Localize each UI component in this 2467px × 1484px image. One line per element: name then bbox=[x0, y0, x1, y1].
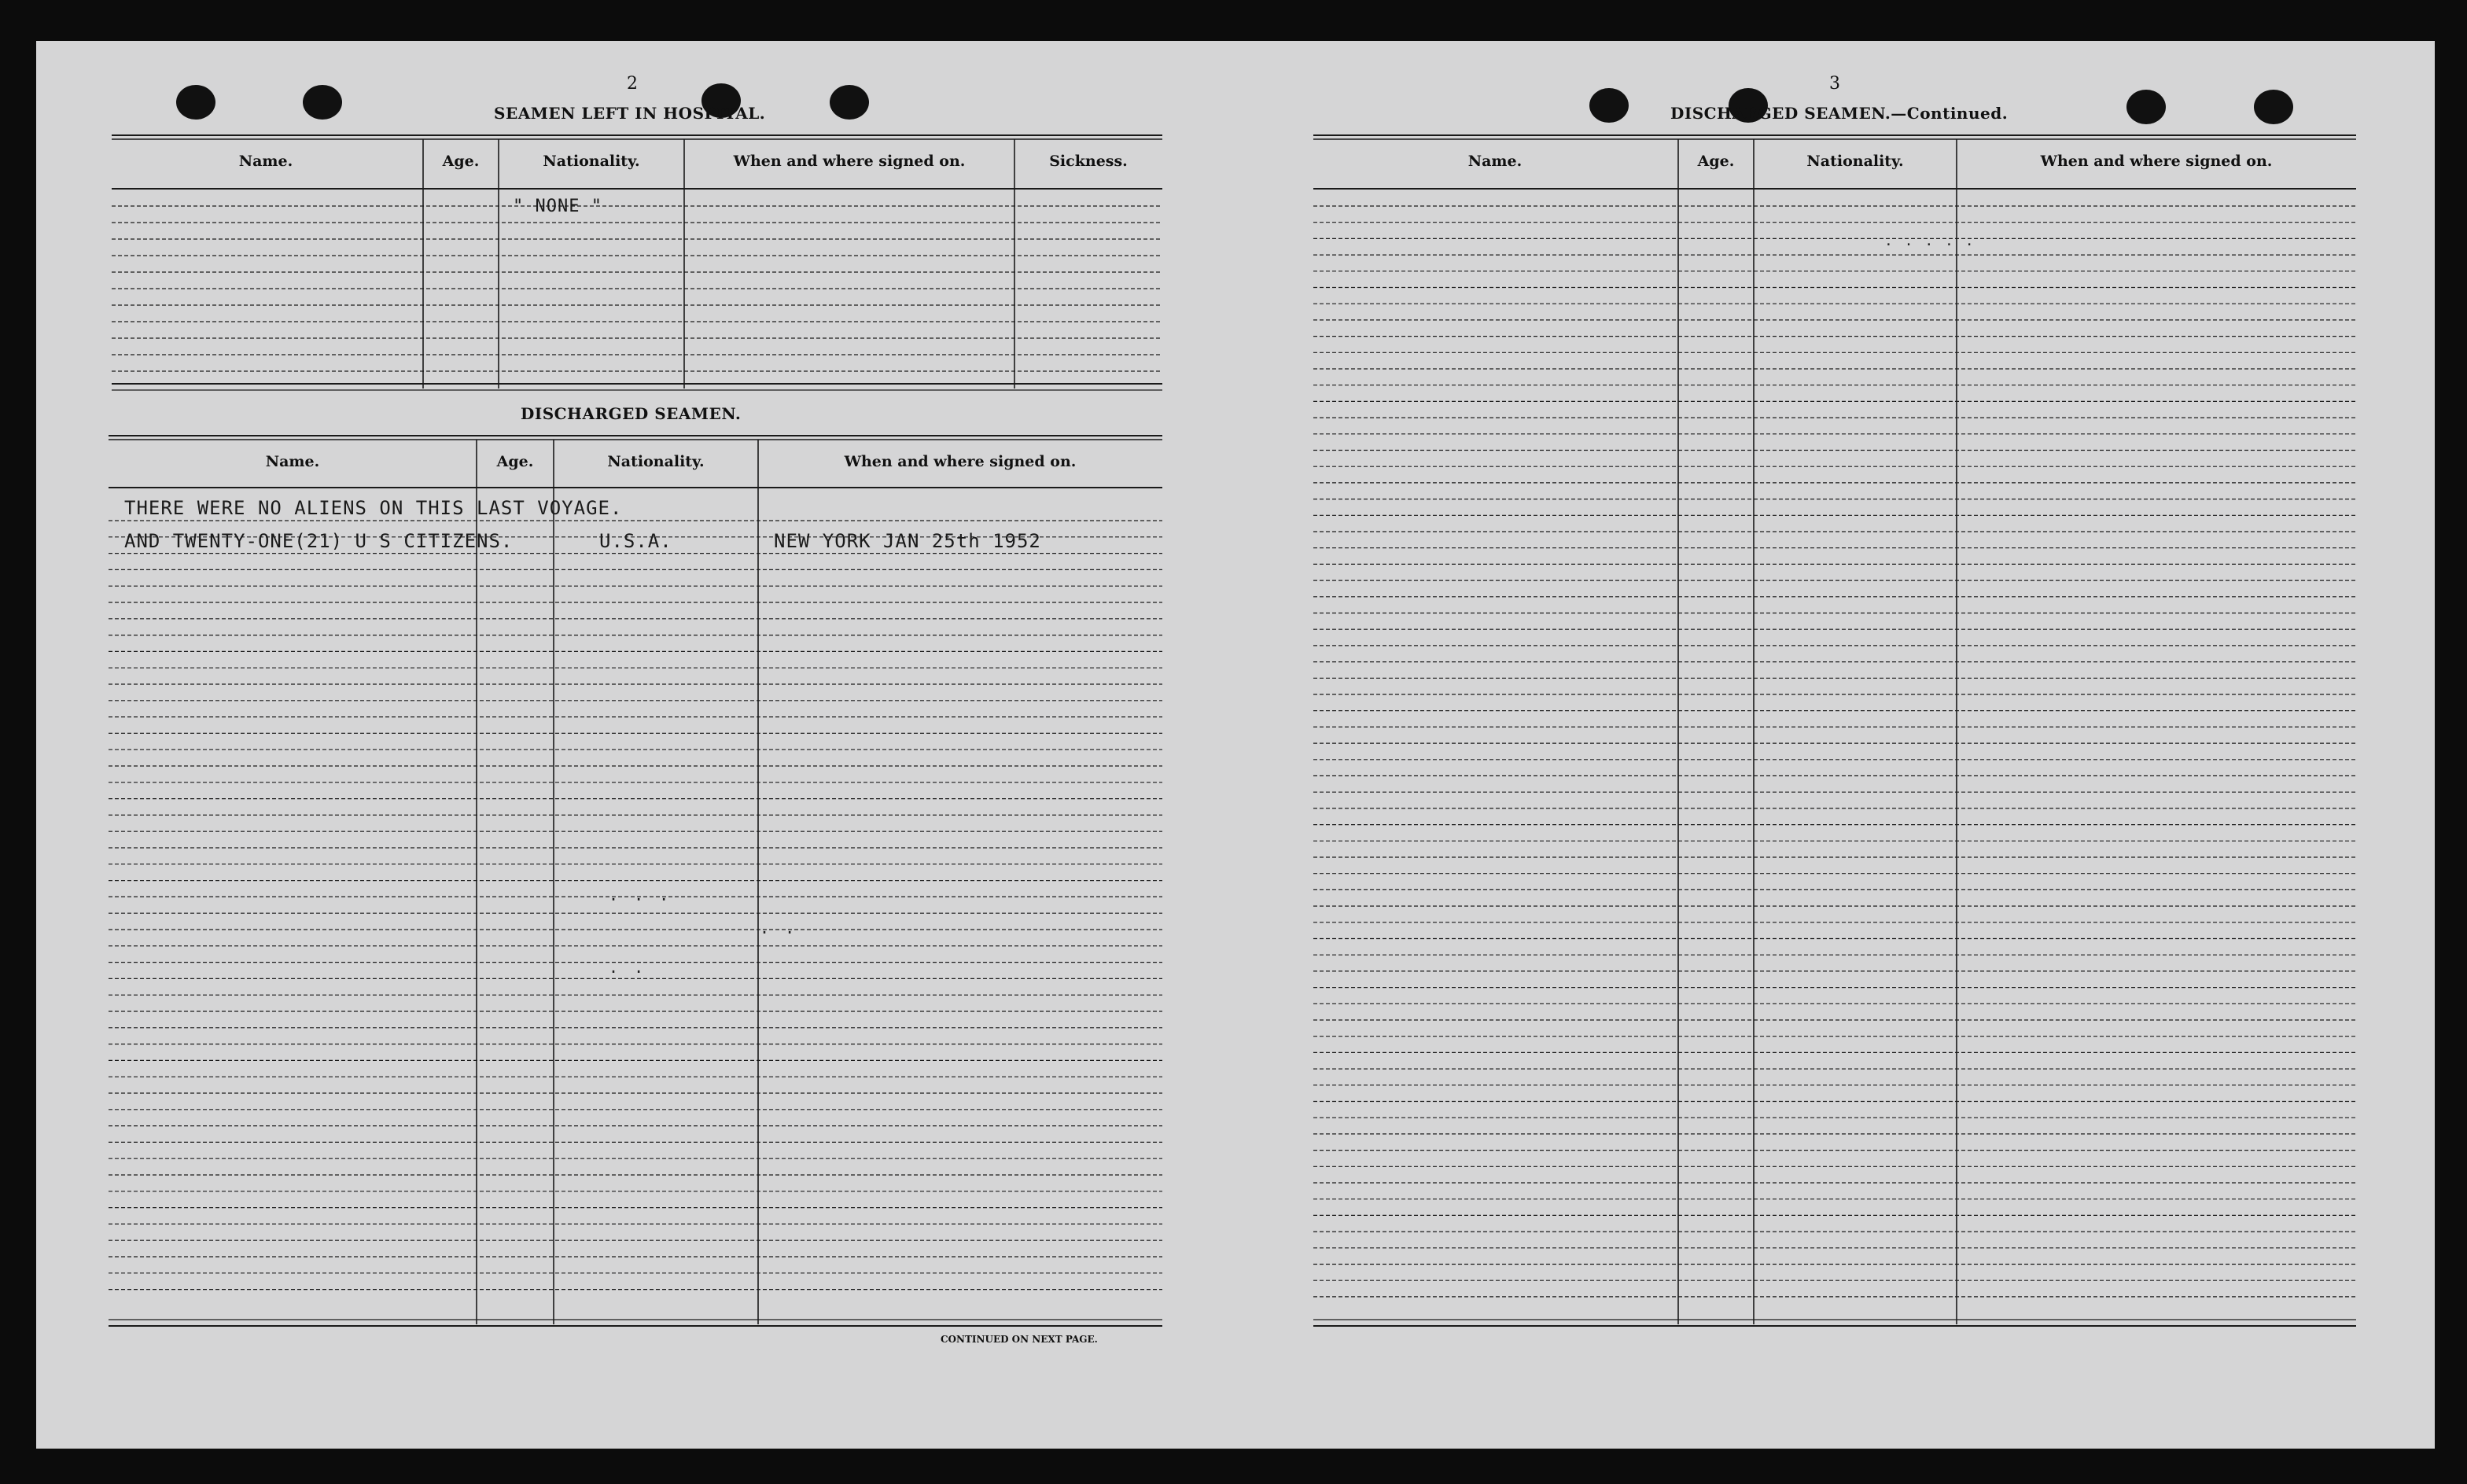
right-col-signed-on: When and where signed on. bbox=[2040, 153, 2273, 170]
discharged-row-2-signed-on: NEW YORK JAN 25th 1952 bbox=[774, 530, 1041, 552]
stray-marks: . . bbox=[760, 919, 798, 937]
stray-marks: . . bbox=[609, 958, 647, 977]
discharged-col-nationality: Nationality. bbox=[607, 453, 705, 470]
hospital-col-age: Age. bbox=[442, 153, 480, 170]
discharged-col-name: Name. bbox=[265, 453, 320, 470]
right-col-nationality: Nationality. bbox=[1806, 153, 1904, 170]
right-section-title: DISCHARGED SEAMEN.—Continued. bbox=[1670, 104, 2009, 123]
discharged-col-signed-on: When and where signed on. bbox=[844, 453, 1077, 470]
continued-footer: CONTINUED ON NEXT PAGE. bbox=[941, 1334, 1098, 1345]
hospital-col-signed-on: When and where signed on. bbox=[733, 153, 966, 170]
hospital-col-name: Name. bbox=[238, 153, 293, 170]
page-number-left: 2 bbox=[627, 74, 638, 94]
hospital-col-nationality: Nationality. bbox=[543, 153, 640, 170]
discharged-row-1-text: THERE WERE NO ALIENS ON THIS LAST VOYAGE. bbox=[124, 497, 623, 519]
hospital-col-sickness: Sickness. bbox=[1049, 153, 1128, 170]
discharged-section-title: DISCHARGED SEAMEN. bbox=[521, 404, 742, 423]
discharged-row-2-text: AND TWENTY-ONE(21) U S CITIZENS. bbox=[124, 530, 514, 552]
discharged-row-2-nationality: U.S.A. bbox=[599, 530, 672, 552]
hospital-entry-none: " NONE " bbox=[513, 197, 602, 216]
page-number-right: 3 bbox=[1829, 74, 1840, 94]
stray-marks: . . . bbox=[609, 886, 672, 904]
right-col-age: Age. bbox=[1697, 153, 1735, 170]
stray-marks: . . . . . bbox=[1884, 233, 1975, 249]
hospital-section-title: SEAMEN LEFT IN HOSPITAL. bbox=[494, 104, 766, 123]
right-col-name: Name. bbox=[1467, 153, 1523, 170]
discharged-col-age: Age. bbox=[496, 453, 534, 470]
